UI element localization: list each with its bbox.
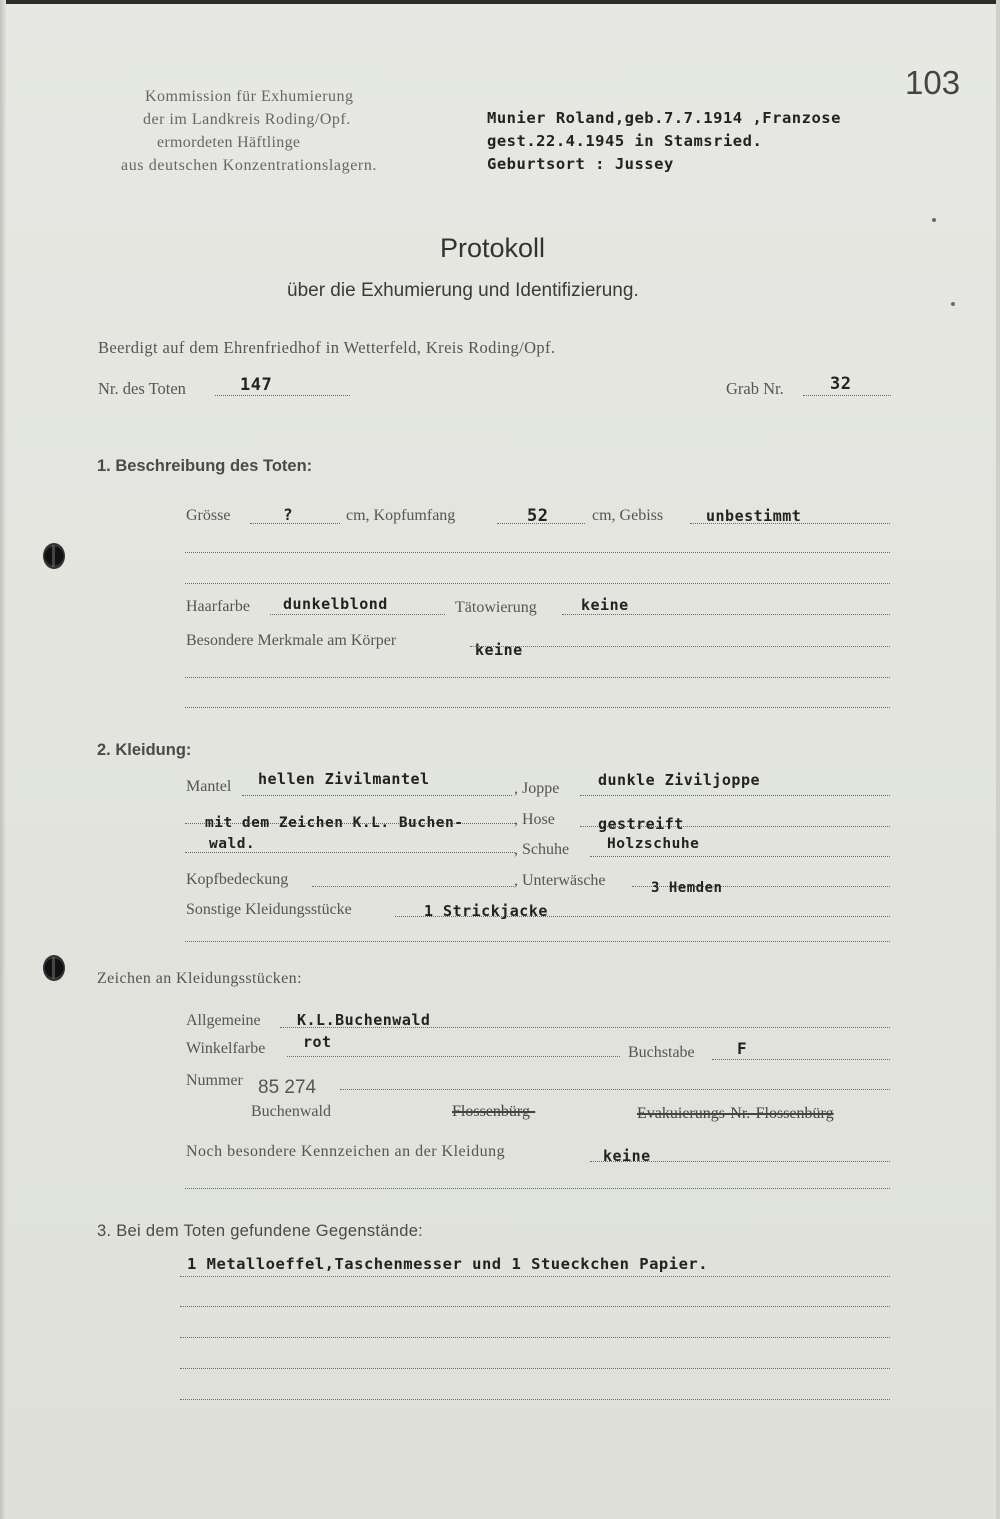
underwear-value: 3 Hemden xyxy=(651,880,723,896)
page-subtitle: über die Exhumierung und Identifizierung. xyxy=(287,280,639,301)
grave-value: 32 xyxy=(830,374,852,394)
general-mark-label: Allgemeine xyxy=(186,1012,261,1029)
head-circ-label: cm, Kopfumfang xyxy=(346,507,456,524)
blank-line xyxy=(180,1337,890,1338)
other-clothing-value: 1 Strickjacke xyxy=(424,902,548,920)
jacket-value: dunkle Ziviljoppe xyxy=(598,771,761,789)
grave-line xyxy=(803,395,891,396)
stamp-line-1: Munier Roland,geb.7.7.1914 ,Franzose xyxy=(487,109,841,127)
special-marks-value: keine xyxy=(603,1147,651,1165)
blank-line xyxy=(180,1399,890,1400)
height-value: ? xyxy=(283,505,294,524)
coat-line xyxy=(242,795,512,796)
blank-line xyxy=(185,1188,890,1189)
blank-line xyxy=(185,583,890,584)
hair-label: Haarfarbe xyxy=(186,598,250,615)
evacuation-nr-label: Evakuierungs-Nr.-Flossenbürg xyxy=(637,1105,834,1122)
underwear-label: , Unterwäsche xyxy=(514,872,606,889)
commission-line-1: Kommission für Exhumierung xyxy=(145,88,354,105)
trousers-label: , Hose xyxy=(514,811,555,828)
number-value: 85 274 xyxy=(258,1077,317,1098)
section-1-heading: 1. Beschreibung des Toten: xyxy=(97,457,313,475)
commission-line-3: ermordeten Häftlinge xyxy=(157,134,301,151)
blank-line xyxy=(180,1306,890,1307)
angle-color-label: Winkelfarbe xyxy=(186,1040,266,1057)
coat-value-3: wald. xyxy=(209,836,256,852)
other-clothing-label: Sonstige Kleidungsstücke xyxy=(186,901,352,918)
coat-value-2: mit dem Zeichen K.L. Buchen- xyxy=(205,815,464,831)
top-edge xyxy=(0,0,1000,4)
blank-line xyxy=(185,941,890,942)
punch-hole-top xyxy=(43,543,65,569)
page-title: Protokoll xyxy=(440,233,546,263)
teeth-label: cm, Gebiss xyxy=(592,507,664,524)
dead-nr-line xyxy=(215,395,350,396)
blank-line xyxy=(180,1368,890,1369)
number-label: Nummer xyxy=(186,1072,243,1089)
found-items-line xyxy=(180,1276,890,1277)
coat-label: Mantel xyxy=(186,778,232,795)
commission-line-4: aus deutschen Konzentrationslagern. xyxy=(121,157,378,174)
shoes-value: Holzschuhe xyxy=(607,836,700,852)
punch-hole-bottom xyxy=(43,955,65,981)
letter-line xyxy=(712,1059,890,1060)
body-marks-value: keine xyxy=(475,641,523,659)
tattoo-line xyxy=(562,614,890,615)
head-circ-value: 52 xyxy=(527,506,549,526)
left-edge xyxy=(0,0,6,1519)
number-line xyxy=(340,1089,890,1090)
shoes-label: , Schuhe xyxy=(514,841,570,858)
jacket-line xyxy=(580,795,890,796)
stamp-line-3: Geburtsort : Jussey xyxy=(487,155,674,173)
coat-line-3 xyxy=(185,852,515,853)
dead-nr-label: Nr. des Toten xyxy=(98,379,186,398)
letter-value: F xyxy=(737,1039,748,1058)
general-mark-value: K.L.Buchenwald xyxy=(297,1011,431,1029)
body-marks-line xyxy=(470,646,890,647)
page-number: 103 xyxy=(905,64,961,101)
height-label: Grösse xyxy=(186,507,231,524)
buchenwald-label: Buchenwald xyxy=(251,1103,331,1120)
stamp-line-2: gest.22.4.1945 in Stamsried. xyxy=(487,132,763,150)
right-edge xyxy=(996,0,1000,1519)
section-3-heading: 3. Bei dem Toten gefundene Gegenstände: xyxy=(97,1222,424,1240)
blank-line xyxy=(185,552,890,553)
blank-line xyxy=(185,677,890,678)
tattoo-value: keine xyxy=(581,596,629,614)
headwear-label: Kopfbedeckung xyxy=(186,871,289,888)
angle-color-value: rot xyxy=(303,1033,332,1051)
ink-speck xyxy=(951,302,955,306)
flossenburg-label: Flossenbürg- xyxy=(452,1103,536,1120)
angle-color-line xyxy=(287,1056,620,1057)
height-line xyxy=(250,523,340,524)
body-marks-label: Besondere Merkmale am Körper xyxy=(186,632,397,649)
trousers-value: gestreift xyxy=(598,815,684,833)
jacket-label: , Joppe xyxy=(514,780,560,797)
shoes-line xyxy=(590,856,890,857)
coat-value: hellen Zivilmantel xyxy=(258,770,430,788)
commission-line-2: der im Landkreis Roding/Opf. xyxy=(143,111,351,128)
special-marks-label: Noch besondere Kennzeichen an der Kleidung xyxy=(186,1143,506,1160)
tattoo-label: Tätowierung xyxy=(455,599,537,616)
ink-speck xyxy=(932,218,936,222)
grave-label: Grab Nr. xyxy=(726,379,784,398)
found-items: 1 Metalloeffel,Taschenmesser und 1 Stueckchen Papier. xyxy=(187,1255,709,1273)
letter-label: Buchstabe xyxy=(628,1044,695,1061)
hair-value: dunkelblond xyxy=(283,595,388,613)
headwear-line xyxy=(312,886,514,887)
hair-line xyxy=(270,614,445,615)
section-2-heading: 2. Kleidung: xyxy=(97,741,192,759)
burial-place: Beerdigt auf dem Ehrenfriedhof in Wetterfeld, Kreis Roding/Opf. xyxy=(98,338,556,357)
clothing-marks-heading: Zeichen an Kleidungsstücken: xyxy=(97,970,302,987)
teeth-value: unbestimmt xyxy=(706,507,802,525)
blank-line xyxy=(185,707,890,708)
dead-nr-value: 147 xyxy=(240,375,273,395)
